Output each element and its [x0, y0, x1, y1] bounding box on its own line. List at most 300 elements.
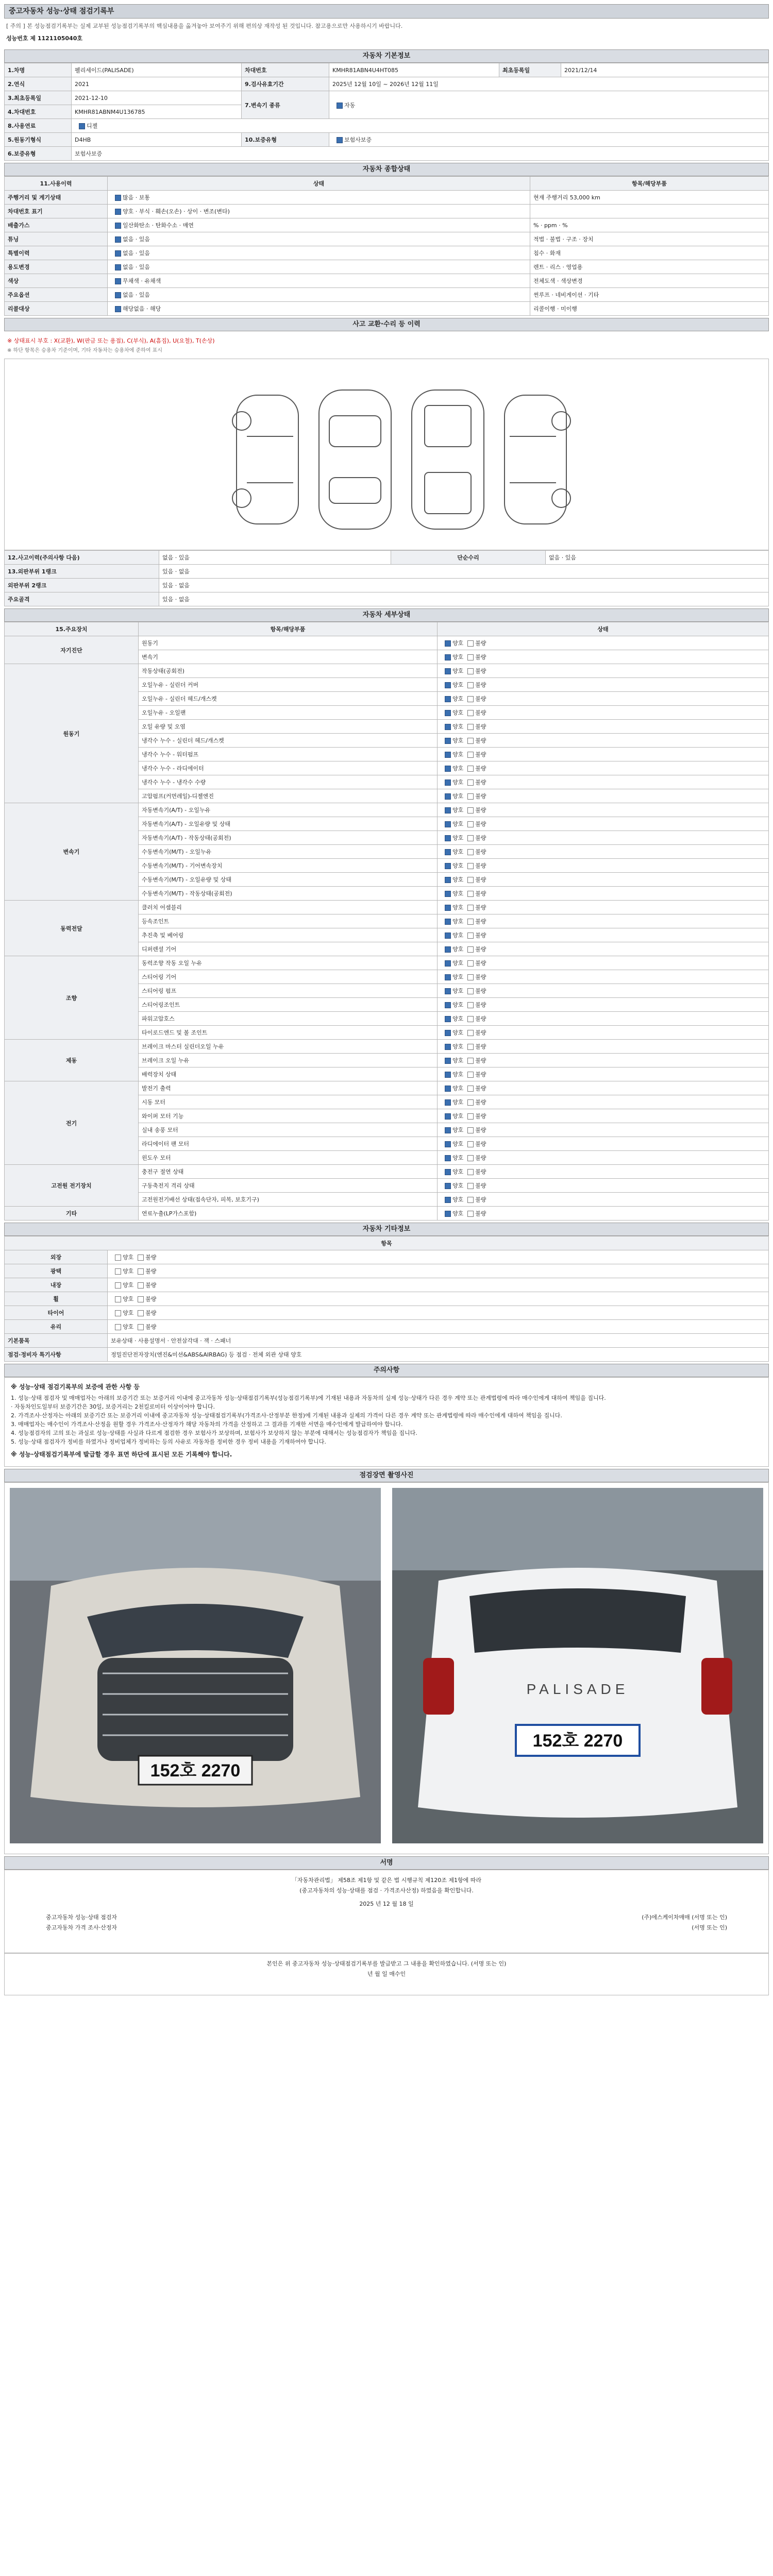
state-bad: 불량 — [475, 737, 486, 744]
state-good: 양호 — [452, 1155, 464, 1161]
checkbox — [467, 724, 474, 730]
detail-state — [438, 1054, 769, 1067]
section-other-header: 자동차 기타정보 — [4, 1223, 769, 1236]
status-label: 주요옵션 — [5, 288, 108, 302]
detail-state — [438, 1012, 769, 1026]
rear-brand-text: PALISADE — [526, 1681, 629, 1697]
state-bad: 불량 — [475, 1196, 486, 1203]
state-bad: 불량 — [475, 1029, 486, 1036]
state-bad: 불량 — [475, 1168, 486, 1175]
state-good: 양호 — [123, 1268, 134, 1275]
detail-state — [438, 942, 769, 956]
section-photos-header: 점검장면 촬영사진 — [4, 1469, 769, 1482]
state-bad: 불량 — [475, 1002, 486, 1008]
sign-box — [4, 1870, 769, 1953]
checkbox — [445, 654, 451, 660]
detail-state — [438, 928, 769, 942]
detail-group: 원동기 — [5, 664, 139, 803]
checkbox — [138, 1296, 144, 1302]
state-good: 양호 — [452, 723, 464, 730]
basic-value: KMHR81ABNM4U136785 — [72, 105, 242, 119]
sign-line: (중고자동차의 성능·상태를 점검 · 가격조사산정) 하였음을 확인합니다. — [299, 1887, 474, 1894]
status-state — [108, 260, 530, 274]
state-bad: 불량 — [475, 1099, 486, 1106]
checkbox — [445, 891, 451, 897]
basic-label: 4.차대번호 — [5, 105, 72, 119]
state-good: 양호 — [452, 1168, 464, 1175]
status-label: 주행거리 및 계기상태 — [5, 191, 108, 205]
checkbox — [445, 988, 451, 994]
state-good: 양호 — [452, 1182, 464, 1189]
status-row — [5, 246, 769, 260]
state-bad: 불량 — [475, 974, 486, 980]
detail-group: 기타 — [5, 1207, 139, 1221]
basic-label: 최초등록일 — [499, 63, 561, 77]
other-state — [108, 1306, 769, 1320]
state-good: 양호 — [452, 1015, 464, 1022]
detail-state — [438, 775, 769, 789]
detail-item: 동력조향 작동 오일 누유 — [139, 956, 438, 970]
checkbox — [445, 807, 451, 814]
detail-state — [438, 914, 769, 928]
detail-item: 라디에이터 팬 모터 — [139, 1137, 438, 1151]
status-rows — [5, 191, 769, 316]
status-state-text: 많음 · 보통 — [123, 194, 150, 201]
detail-item: 클러치 어셈블리 — [139, 901, 438, 914]
state-bad: 불량 — [475, 821, 486, 827]
status-state-text: 없음 · 있음 — [123, 236, 150, 243]
detail-item: 실내 송풍 모터 — [139, 1123, 438, 1137]
other-label: 외장 — [5, 1250, 108, 1264]
fuel-value: 디젤 — [87, 123, 98, 129]
sign-parties — [5, 1923, 768, 1933]
column-header: 항목/해당부품 — [530, 177, 769, 191]
detail-state — [438, 734, 769, 748]
state-bad: 불량 — [475, 682, 486, 688]
state-bad: 불량 — [475, 862, 486, 869]
checkbox — [79, 123, 85, 129]
column-header: 항목 — [5, 1236, 769, 1250]
checkbox — [445, 1044, 451, 1050]
checkbox — [115, 250, 121, 257]
state-bad: 불량 — [475, 668, 486, 674]
detail-item: 자동변속기(A/T) - 작동상태(공회전) — [139, 831, 438, 845]
detail-state — [438, 636, 769, 650]
state-good: 양호 — [452, 709, 464, 716]
car-rear-photo — [392, 1488, 763, 1843]
warranty-value: 보험사보증 — [344, 137, 372, 143]
section-notes-header: 주의사항 — [4, 1364, 769, 1377]
detail-state — [438, 901, 769, 914]
status-state — [108, 191, 530, 205]
detail-row — [5, 1081, 769, 1095]
status-state-text: 없음 · 있음 — [123, 292, 150, 298]
state-good: 양호 — [452, 807, 464, 814]
checkbox — [445, 877, 451, 883]
state-bad: 불량 — [145, 1282, 157, 1289]
checkbox — [445, 752, 451, 758]
inspector-label: 중고자동차 성능·상태 점검자 — [46, 1914, 117, 1921]
status-row — [5, 218, 769, 232]
detail-item: 추진축 및 베어링 — [139, 928, 438, 942]
state-good: 양호 — [452, 904, 464, 911]
checkbox — [138, 1310, 144, 1316]
state-bad: 불량 — [475, 640, 486, 647]
accident-value: 없음 · 있음 — [546, 551, 769, 565]
sign-parties — [5, 1909, 768, 1923]
state-good: 양호 — [452, 1127, 464, 1133]
column-header: 11.사용이력 — [5, 177, 108, 191]
checkbox — [445, 640, 451, 647]
state-bad: 불량 — [475, 960, 486, 967]
status-label: 튜닝 — [5, 232, 108, 246]
accident-value: 없음 · 있음 — [159, 551, 391, 565]
basic-info-table — [4, 63, 769, 161]
state-good: 양호 — [452, 862, 464, 869]
detail-item: 파워고압호스 — [139, 1012, 438, 1026]
state-good: 양호 — [452, 1029, 464, 1036]
other-row — [5, 1278, 769, 1292]
checkbox — [115, 1282, 121, 1289]
other-table — [4, 1236, 769, 1362]
checkbox — [337, 103, 343, 109]
detail-row — [5, 1207, 769, 1221]
checkbox — [445, 905, 451, 911]
state-good: 양호 — [452, 737, 464, 744]
status-row — [5, 302, 769, 316]
checkbox — [467, 682, 474, 688]
checkbox — [115, 278, 121, 284]
state-good: 양호 — [452, 1196, 464, 1203]
detail-item: 수동변속기(M/T) - 기어변속장치 — [139, 859, 438, 873]
checkbox — [467, 974, 474, 980]
status-note: 렌트 · 리스 · 영업용 — [530, 260, 769, 274]
status-note: 리콜이행 · 미이행 — [530, 302, 769, 316]
detail-item: 냉각수 누수 - 냉각수 수량 — [139, 775, 438, 789]
checkbox — [445, 1155, 451, 1161]
basic-label: 9.검사유효기간 — [242, 77, 329, 91]
detail-item: 등속조인트 — [139, 914, 438, 928]
detail-group: 조향 — [5, 956, 139, 1040]
accident-value: 있음 · 없음 — [159, 579, 769, 592]
checkbox — [467, 1086, 474, 1092]
state-good: 양호 — [452, 1141, 464, 1147]
state-good: 양호 — [123, 1310, 134, 1316]
detail-item: 디퍼렌셜 기어 — [139, 942, 438, 956]
appraiser-sign: (서명 또는 인) — [692, 1924, 727, 1931]
state-good: 양호 — [452, 765, 464, 772]
checkbox — [115, 264, 121, 270]
detail-row — [5, 1165, 769, 1179]
detail-state — [438, 1109, 769, 1123]
checkbox — [445, 1211, 451, 1217]
state-bad: 불량 — [475, 1043, 486, 1050]
state-good: 양호 — [452, 640, 464, 647]
state-bad: 불량 — [475, 918, 486, 925]
detail-item: 브레이크 마스터 실린더오일 누유 — [139, 1040, 438, 1054]
state-bad: 불량 — [475, 723, 486, 730]
checkbox — [337, 137, 343, 143]
detail-item: 시동 모터 — [139, 1095, 438, 1109]
detail-group: 자기진단 — [5, 636, 139, 664]
checkbox — [467, 807, 474, 814]
state-bad: 불량 — [475, 1113, 486, 1120]
state-bad: 불량 — [145, 1268, 157, 1275]
detail-item: 자동변속기(A/T) - 오일유량 및 상태 — [139, 817, 438, 831]
state-bad: 불량 — [475, 904, 486, 911]
checkbox — [445, 835, 451, 841]
basic-label: 1.차명 — [5, 63, 72, 77]
checkbox — [445, 779, 451, 786]
basic-label: 8.사용연료 — [5, 119, 72, 133]
detail-item: 작동상태(공회전) — [139, 664, 438, 678]
state-bad: 불량 — [475, 876, 486, 883]
detail-item: 브레이크 오일 누유 — [139, 1054, 438, 1067]
checkbox — [445, 1141, 451, 1147]
opinion-label: 점검·정비자 특기사항 — [5, 1348, 108, 1362]
detail-item: 원동기 — [139, 636, 438, 650]
column-header: 15.주요장치 — [5, 622, 139, 636]
checkbox — [115, 1268, 121, 1275]
detail-state — [438, 803, 769, 817]
checkbox — [115, 236, 121, 243]
checkbox — [467, 835, 474, 841]
detail-state — [438, 859, 769, 873]
detail-state — [438, 817, 769, 831]
checkbox — [467, 752, 474, 758]
state-bad: 불량 — [145, 1254, 157, 1261]
legend-symbols: ※ 상태표시 부호 : X(교환), W(판금 또는 용접), C(부식), A(흠집), U(요철), T(손상) — [7, 337, 215, 344]
state-good: 양호 — [452, 1043, 464, 1050]
checkbox — [467, 960, 474, 967]
checkbox — [445, 724, 451, 730]
detail-state — [438, 1179, 769, 1193]
section-accident-header: 사고 교환·수리 등 이력 — [4, 318, 769, 331]
car-side-left-icon — [232, 395, 298, 524]
notes-line: 1. 성능·상태 점검자 및 매매업자는 아래의 보증기간 또는 보증거리 이내에 중고자동차 성능·상태점검기록부(성능점검기록부)에 기재된 내용과 자동차의 실제 성능·상태가 다른 경우 계약 또는 관계법령에 따라 매수인에게 대하여 책임을 집니다. — [11, 1395, 606, 1401]
checkbox — [467, 1127, 474, 1133]
accident-label: 13.외판부위 1랭크 — [5, 565, 159, 579]
document — [4, 4, 769, 1995]
detail-state — [438, 956, 769, 970]
state-bad: 불량 — [475, 890, 486, 897]
state-good: 양호 — [452, 779, 464, 786]
checkbox — [467, 1197, 474, 1203]
detail-item: 배력장치 상태 — [139, 1067, 438, 1081]
document-number-value: 1121105040호 — [37, 35, 82, 42]
checkbox — [445, 1169, 451, 1175]
status-state — [108, 288, 530, 302]
state-good: 양호 — [452, 960, 464, 967]
checkbox — [138, 1255, 144, 1261]
detail-item: 오일누유 - 실린더 헤드/개스켓 — [139, 692, 438, 706]
state-bad: 불량 — [475, 1015, 486, 1022]
accident-value: 있음 · 없음 — [159, 592, 769, 606]
accident-label: 외판부위 2랭크 — [5, 579, 159, 592]
basic-label: 차대번호 — [242, 63, 329, 77]
checkbox — [467, 710, 474, 716]
basic-value: 보험사보증 — [72, 147, 769, 161]
detail-item: 오일 유량 및 오염 — [139, 720, 438, 734]
detail-row — [5, 803, 769, 817]
state-bad: 불량 — [145, 1324, 157, 1330]
other-state — [108, 1292, 769, 1306]
detail-rows — [5, 636, 769, 1221]
legend-text — [4, 331, 769, 346]
status-state-text: 무채색 · 유채색 — [123, 278, 161, 284]
transmission-value: 자동 — [344, 101, 356, 109]
checkbox — [467, 1155, 474, 1161]
state-bad: 불량 — [475, 654, 486, 660]
basic-value — [329, 91, 769, 119]
state-good: 양호 — [452, 932, 464, 939]
detail-item: 발전기 출력 — [139, 1081, 438, 1095]
basic-value — [72, 119, 769, 133]
status-note — [530, 205, 769, 218]
checkbox — [445, 696, 451, 702]
detail-table — [4, 622, 769, 1221]
tool-value: 보유상태 · 사용설명서 · 안전삼각대 · 잭 · 스패너 — [108, 1334, 769, 1348]
other-label: 타이어 — [5, 1306, 108, 1320]
state-bad: 불량 — [475, 1210, 486, 1217]
checkbox — [467, 919, 474, 925]
checkbox — [467, 821, 474, 827]
checkbox — [467, 849, 474, 855]
notes-line: 4. 성능점검자의 고의 또는 과실로 성능·상태를 사실과 다르게 점검한 경우 보험사가 보상하며, 보험사가 보상하지 않는 부분에 대해서는 성능점검자가 책임을 집니다. — [11, 1430, 417, 1436]
tool-label: 기본품목 — [5, 1334, 108, 1348]
detail-group: 고전원 전기장치 — [5, 1165, 139, 1207]
checkbox — [467, 793, 474, 800]
checkbox — [467, 946, 474, 953]
detail-row — [5, 901, 769, 914]
checkbox — [445, 849, 451, 855]
state-bad: 불량 — [475, 1085, 486, 1092]
section-sign-header: 서명 — [4, 1856, 769, 1870]
state-good: 양호 — [452, 946, 464, 953]
checkbox — [115, 195, 121, 201]
detail-item: 윈도우 모터 — [139, 1151, 438, 1165]
detail-item: 수동변속기(M/T) - 오일누유 — [139, 845, 438, 859]
detail-item: 연료누출(LP가스포함) — [139, 1207, 438, 1221]
state-bad: 불량 — [475, 793, 486, 800]
basic-value: 2021 — [72, 77, 242, 91]
checkbox — [467, 905, 474, 911]
checkbox — [445, 1099, 451, 1106]
accident-value: 있음 · 없음 — [159, 565, 769, 579]
state-bad: 불량 — [475, 1155, 486, 1161]
other-label: 내장 — [5, 1278, 108, 1292]
checkbox — [467, 640, 474, 647]
buyer-line: 본인은 위 중고자동차 성능·상태점검기록부를 발급받고 그 내용을 확인하였습니다. (서명 또는 인) — [266, 1960, 507, 1967]
detail-group: 변속기 — [5, 803, 139, 901]
checkbox — [445, 1197, 451, 1203]
state-good: 양호 — [452, 751, 464, 758]
state-good: 양호 — [452, 988, 464, 994]
other-label: 유리 — [5, 1320, 108, 1334]
checkbox — [467, 738, 474, 744]
detail-item: 수동변속기(M/T) - 오일유량 및 상태 — [139, 873, 438, 887]
checkbox — [115, 223, 121, 229]
checkbox — [115, 209, 121, 215]
state-bad: 불량 — [475, 946, 486, 953]
checkbox — [467, 1072, 474, 1078]
status-label: 리콜대상 — [5, 302, 108, 316]
detail-group: 전기 — [5, 1081, 139, 1165]
detail-state — [438, 706, 769, 720]
detail-item: 스티어링 펌프 — [139, 984, 438, 998]
other-row — [5, 1320, 769, 1334]
state-good: 양호 — [452, 849, 464, 855]
checkbox — [467, 1058, 474, 1064]
detail-row — [5, 956, 769, 970]
state-bad: 불량 — [475, 1182, 486, 1189]
state-good: 양호 — [452, 1071, 464, 1078]
checkbox — [467, 988, 474, 994]
sign-date: 2025 년 12 월 18 일 — [359, 1901, 414, 1907]
car-side-right-icon — [505, 395, 570, 524]
checkbox — [445, 1113, 451, 1120]
state-good: 양호 — [452, 654, 464, 660]
detail-state — [438, 1165, 769, 1179]
checkbox — [467, 1113, 474, 1120]
state-bad: 불량 — [475, 709, 486, 716]
photos-box — [4, 1482, 769, 1854]
accident-label: 주요골격 — [5, 592, 159, 606]
buyer-box — [4, 1953, 769, 1995]
checkbox — [467, 779, 474, 786]
checkbox — [445, 1072, 451, 1078]
checkbox — [115, 1255, 121, 1261]
detail-state — [438, 1207, 769, 1221]
checkbox — [138, 1282, 144, 1289]
detail-state — [438, 984, 769, 998]
checkbox — [445, 1016, 451, 1022]
detail-item: 와이퍼 모터 기능 — [139, 1109, 438, 1123]
detail-item: 변속기 — [139, 650, 438, 664]
state-good: 양호 — [123, 1296, 134, 1302]
status-state — [108, 205, 530, 218]
notes-line: · 자동차인도일부터 보증기간은 30일, 보증거리는 2천킬로미터 이상이어야 합니다. — [11, 1403, 215, 1410]
basic-label: 10.보증유형 — [242, 133, 329, 147]
notes-line: 5. 성능·상태 점검자가 정비를 하였거나 정비업체가 정비하는 등의 사유로 자동차를 정비한 경우 정비 내용을 기재하여야 합니다. — [11, 1438, 326, 1445]
state-bad: 불량 — [475, 988, 486, 994]
checkbox — [445, 738, 451, 744]
detail-state — [438, 998, 769, 1012]
rear-plate-text: 152호 2270 — [532, 1731, 623, 1751]
car-diagram — [4, 359, 769, 550]
state-good: 양호 — [452, 1210, 464, 1217]
checkbox — [445, 682, 451, 688]
detail-state — [438, 664, 769, 678]
detail-item: 스티어링 기어 — [139, 970, 438, 984]
photo-front — [10, 1488, 381, 1843]
detail-state — [438, 887, 769, 901]
state-good: 양호 — [452, 793, 464, 800]
state-good: 양호 — [452, 890, 464, 897]
state-good: 양호 — [452, 1057, 464, 1064]
other-state — [108, 1320, 769, 1334]
detail-state — [438, 1095, 769, 1109]
state-good: 양호 — [452, 1002, 464, 1008]
checkbox — [467, 1030, 474, 1036]
checkbox — [467, 766, 474, 772]
status-note: 현재 주행거리 53,000 km — [530, 191, 769, 205]
detail-item: 충전구 절연 상태 — [139, 1165, 438, 1179]
checkbox — [467, 696, 474, 702]
checkbox — [445, 933, 451, 939]
detail-item: 고압펌프(커먼레일)-디젤엔진 — [139, 789, 438, 803]
checkbox — [445, 1002, 451, 1008]
